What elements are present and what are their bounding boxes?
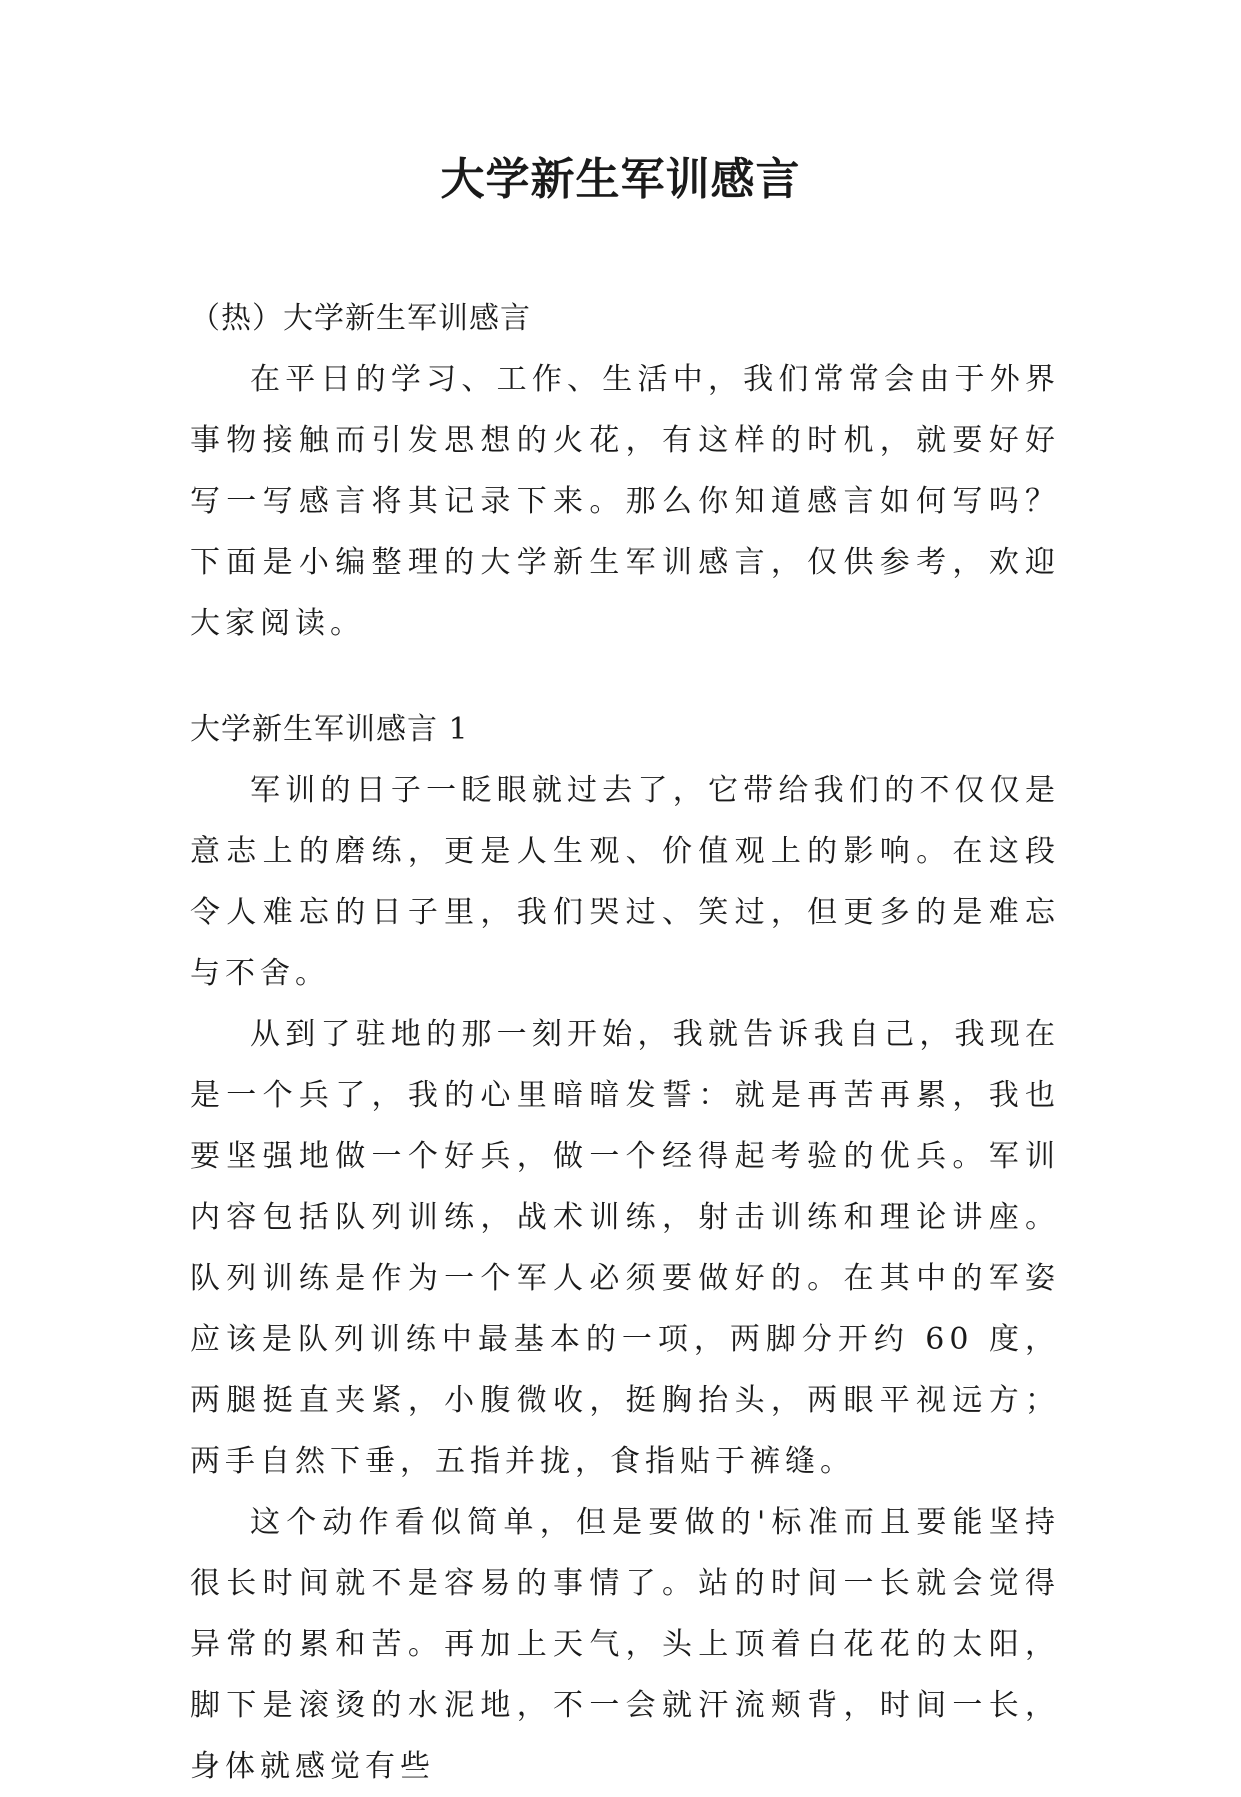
document-title: 大学新生军训感言: [440, 154, 801, 205]
intro-paragraph: 在平日的学习、工作、生活中，我们常常会由于外界事物接触而引发思想的火花，有这样的时机，就要好好写一写感言将其记录下来。那么你知道感言如何写吗？下面是小编整理的大学新生军训感言，仅供参考，欢迎大家阅读。: [190, 362, 1060, 641]
body-paragraph: 这个动作看似简单，但是要做的'标准而且要能坚持很长时间就不是容易的事情了。站的时间一长就会觉得异常的累和苦。再加上天气，头上顶着白花花的太阳，脚下是滚烫的水泥地，不一会就汗流颊背，时间一长，身体就感觉有些: [190, 1505, 1060, 1784]
section-heading: 大学新生军训感言 1: [190, 712, 469, 747]
body-paragraph: 从到了驻地的那一刻开始，我就告诉我自己，我现在是一个兵了，我的心里暗暗发誓：就是再苦再累，我也要坚强地做一个好兵，做一个经得起考验的优兵。军训内容包括队列训练，战术训练，射击训练和理论讲座。队列训练是作为一个军人必须要做好的。在其中的军姿应该是队列训练中最基本的一项，两脚分开约 60 度，两腿挺直夹紧，小腹微收，挺胸抬头，两眼平视远方；两手自然下垂，五指并拢，食指贴于裤缝。: [190, 1017, 1060, 1479]
document-subtitle: （热）大学新生军训感言: [190, 301, 531, 336]
document-body: [190, 288, 1060, 1797]
body-paragraph: 军训的日子一眨眼就过去了，它带给我们的不仅仅是意志上的磨练，更是人生观、价值观上的影响。在这段令人难忘的日子里，我们哭过、笑过，但更多的是难忘与不舍。: [190, 773, 1060, 991]
